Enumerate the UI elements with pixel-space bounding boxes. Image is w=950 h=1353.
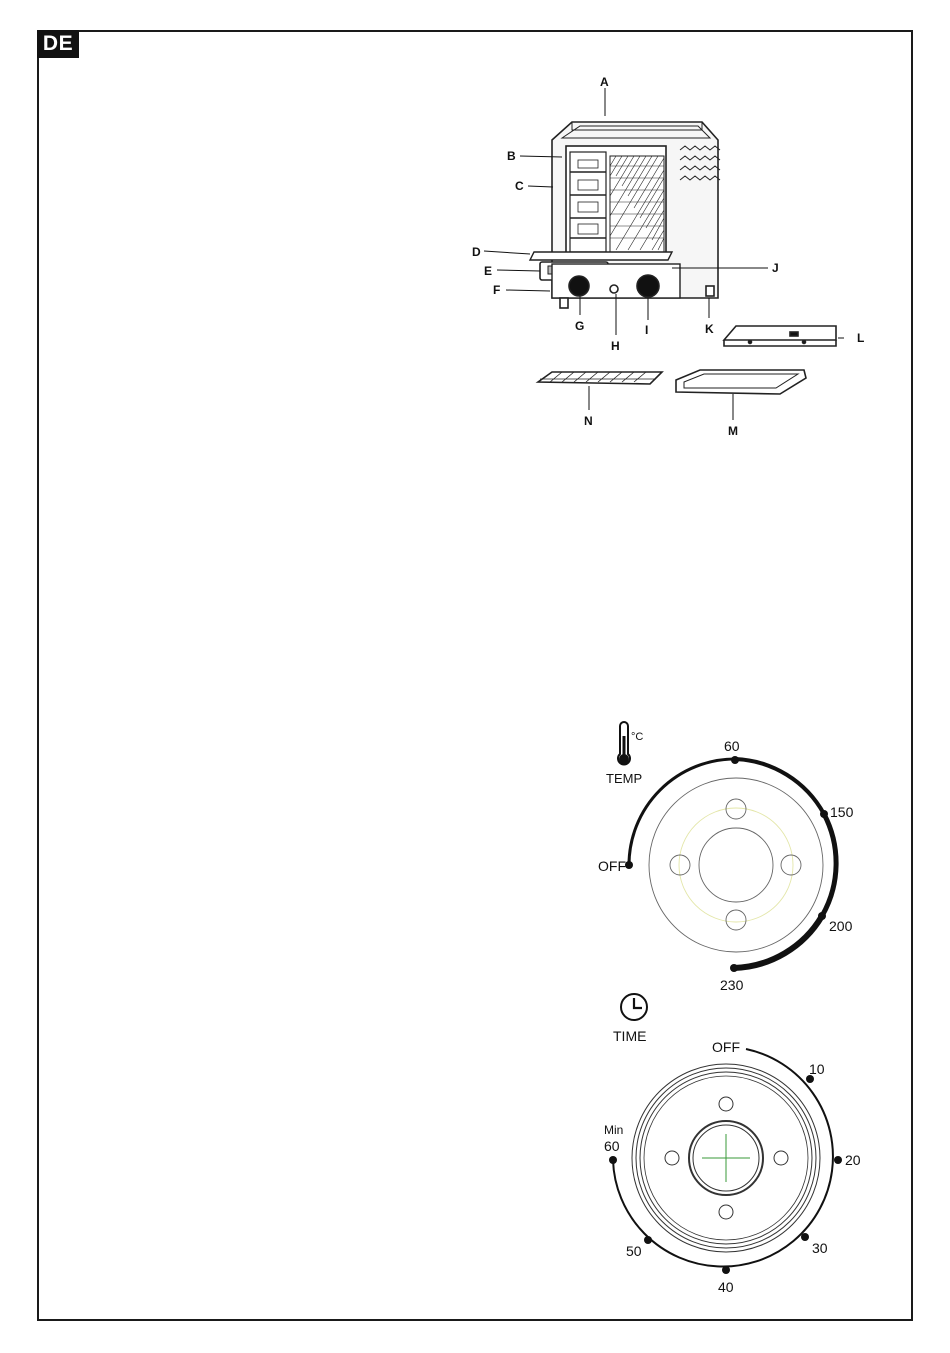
callout-f: F xyxy=(493,283,501,297)
temp-mark-60: 60 xyxy=(724,738,740,754)
callout-a: A xyxy=(600,75,609,89)
language-badge: DE xyxy=(37,30,79,58)
clock-icon xyxy=(621,994,647,1020)
callout-c: C xyxy=(515,179,524,193)
temp-mark-150: 150 xyxy=(830,804,854,820)
time-label: TIME xyxy=(613,1028,647,1044)
time-mark-40: 40 xyxy=(718,1279,734,1295)
callout-g: G xyxy=(575,319,585,333)
callout-h: H xyxy=(611,339,620,353)
time-unit-min: Min xyxy=(604,1123,624,1137)
temp-label: TEMP xyxy=(606,771,643,786)
temp-unit: °C xyxy=(631,731,644,743)
callout-b: B xyxy=(507,149,516,163)
callout-l: L xyxy=(857,331,865,345)
time-mark-50: 50 xyxy=(626,1243,642,1259)
callout-n: N xyxy=(584,414,593,428)
callout-e: E xyxy=(484,264,493,278)
callout-k: K xyxy=(705,322,714,336)
callout-i: I xyxy=(645,323,649,337)
callout-m: M xyxy=(728,424,738,438)
time-mark-10: 10 xyxy=(809,1061,825,1077)
temp-mark-off: OFF xyxy=(598,858,626,874)
temp-mark-200: 200 xyxy=(829,918,853,934)
time-mark-off: OFF xyxy=(712,1039,740,1055)
callout-d: D xyxy=(472,245,481,259)
time-mark-30: 30 xyxy=(812,1240,828,1256)
time-mark-20: 20 xyxy=(845,1152,861,1168)
temp-mark-230: 230 xyxy=(720,977,744,993)
time-knob xyxy=(632,1064,820,1252)
callout-j: J xyxy=(772,261,779,275)
time-mark-60: 60 xyxy=(604,1138,620,1154)
